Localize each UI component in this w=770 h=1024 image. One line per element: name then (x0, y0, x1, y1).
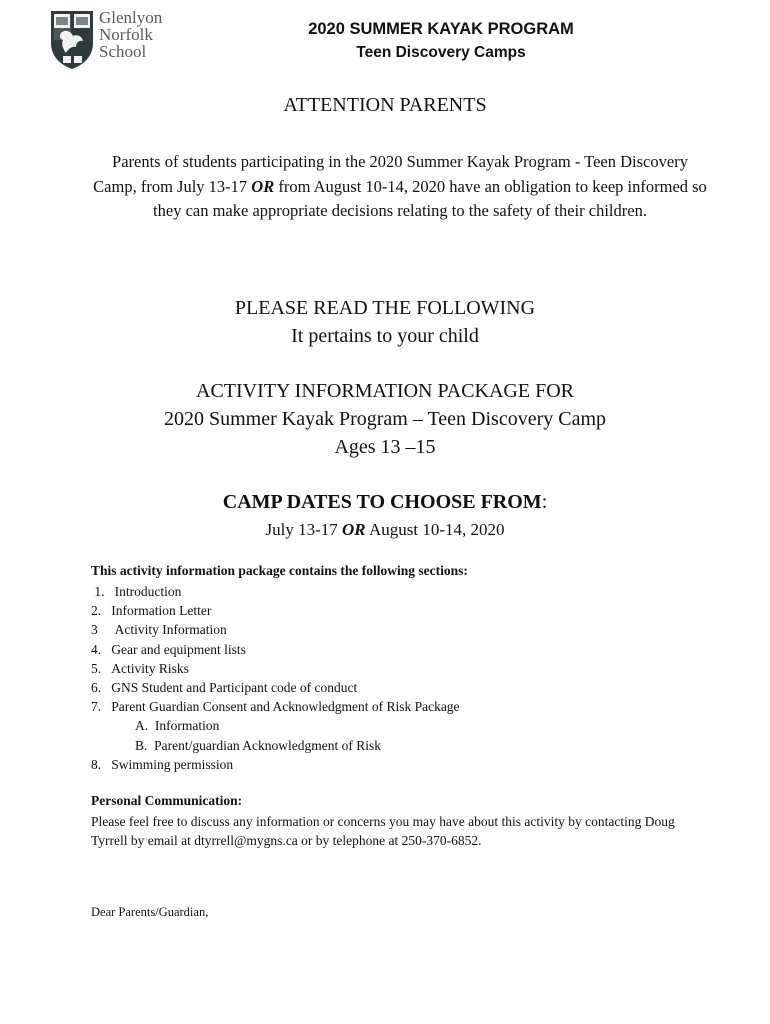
read-heading: PLEASE READ THE FOLLOWING (234, 297, 536, 319)
package-heading: ACTIVITY INFORMATION PACKAGE FOR (196, 380, 574, 402)
intro-text-2: from August 10-14, 2020 have an obligation to keep informed so they can make appropriate decisions relating to the safety of their children. (153, 176, 707, 220)
list-item: 5. Activity Risks (91, 660, 189, 676)
camp-dates-title: CAMP DATES TO CHOOSE FROM (222, 491, 542, 513)
camp-date-2: August 10-14, 2020 (365, 520, 505, 539)
list-item: 6. GNS Student and Participant code of conduct (91, 680, 358, 696)
intro-or: OR (251, 176, 275, 196)
list-item: 4. Gear and equipment lists (91, 641, 246, 657)
logo-wordmark (99, 9, 162, 60)
school-crest-icon (49, 9, 95, 71)
intro-paragraph (90, 150, 710, 224)
package-ages: Ages 13 –15 (334, 436, 436, 458)
sections-list (91, 582, 460, 774)
list-subitem: A. Information (135, 718, 220, 734)
read-subheading: It pertains to your child (291, 325, 479, 347)
list-item: 1. Introduction (91, 584, 182, 599)
package-program: 2020 Summer Kayak Program – Teen Discovery Camp (163, 408, 607, 430)
salutation: Dear Parents/Guardian, (91, 905, 209, 919)
attention-heading: ATTENTION PARENTS (283, 94, 487, 116)
camp-date-1: July 13-17 (265, 520, 343, 539)
intro-text-1: Parents of students participating in the 2020 Summer Kayak Program - Teen Discovery Camp, from July 13-17 (93, 152, 688, 196)
list-item: 8. Swimming permission (91, 756, 234, 772)
list-item: 2. Information Letter (91, 603, 212, 619)
school-logo (49, 9, 179, 71)
list-item: 3 Activity Information (91, 622, 227, 638)
list-item: 7. Parent Guardian Consent and Acknowledgment of Risk Package (91, 699, 460, 715)
camp-dates-colon: : (541, 491, 548, 513)
logo-line-1: Glenlyon (99, 8, 163, 27)
camp-dates-or: OR (342, 520, 366, 539)
personal-communication-body: Please feel free to discuss any information or concerns you may have about this activity by contacting Doug Tyrrell by email at dtyrrell@mygns.ca or by telephone at 250-370-6852. (91, 814, 675, 849)
camp-dates-line (0, 520, 770, 540)
personal-communication-heading: Personal Communication: (91, 793, 243, 808)
document-title: 2020 SUMMER KAYAK PROGRAM (308, 20, 574, 38)
sections-heading: This activity information package contains the following sections: (91, 563, 468, 578)
document-subtitle: Teen Discovery Camps (356, 44, 526, 61)
list-subitem: B. Parent/guardian Acknowledgment of Risk (135, 737, 381, 753)
logo-line-3: School (99, 42, 147, 61)
logo-line-2: Norfolk (99, 25, 153, 44)
camp-dates-heading (0, 491, 770, 514)
